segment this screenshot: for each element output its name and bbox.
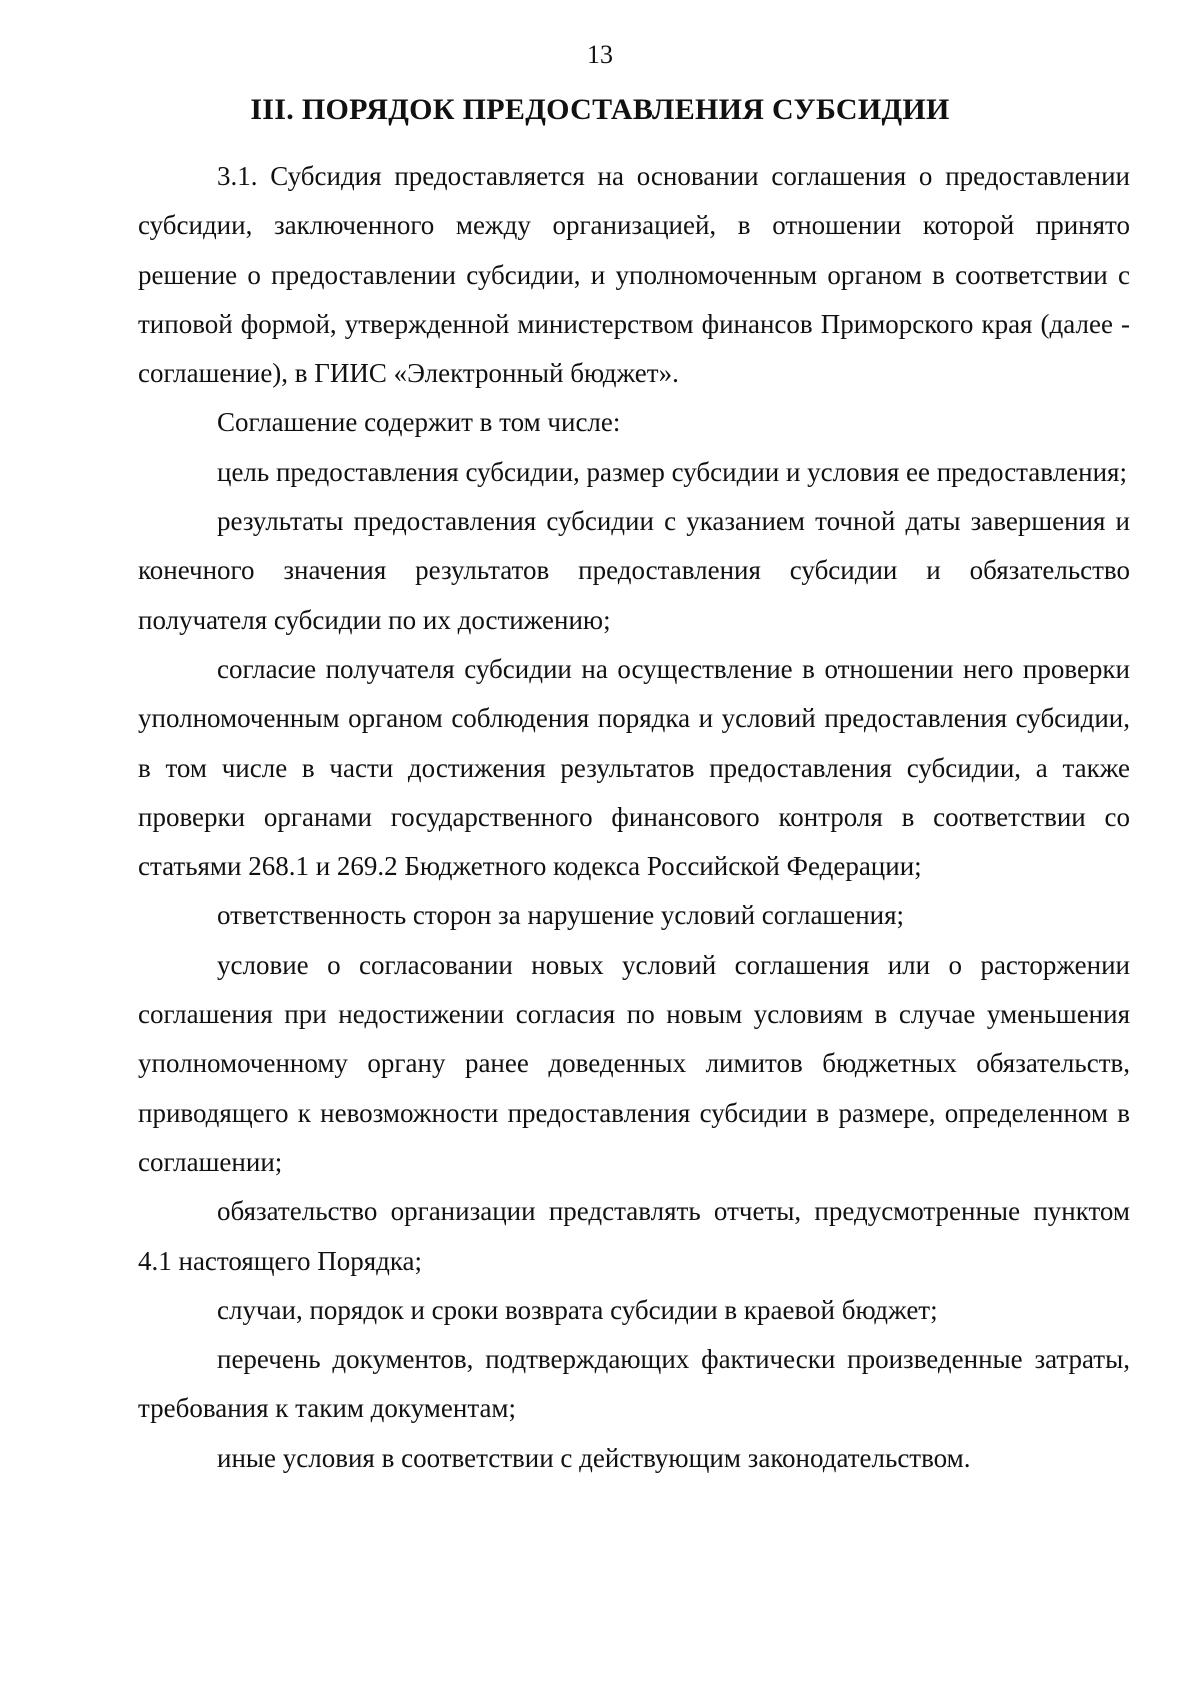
paragraph-agreement-contains: Соглашение содержит в том числе: xyxy=(217,407,621,438)
page-number: 13 xyxy=(587,40,613,69)
section-title: III. ПОРЯДОК ПРЕДОСТАВЛЕНИЯ СУБСИДИИ xyxy=(250,93,950,126)
paragraph-other-conditions: иные условия в соответствии с действующим законодательством. xyxy=(217,1442,971,1473)
paragraph-3-1: 3.1. Субсидия предоставляется на основании соглашения о предоставлении субсидии, заключенного между организацией, в отношении которой принято решение о предоставлении субсидии, и уполномоченным органом в соответствии с типовой формой, утвержденной министерством финансов Приморского края (далее - соглашение), в ГИИС «Электронный бюджет». xyxy=(138,161,1130,389)
paragraph-results: результаты предоставления субсидии с указанием точной даты завершения и конечного значения результатов предоставления субсидии и обязательство получателя субсидии по их достижению; xyxy=(138,506,1130,635)
paragraph-documents: перечень документов, подтверждающих фактически произведенные затраты, требования к таким документам; xyxy=(138,1344,1130,1424)
document-body xyxy=(138,152,1130,1483)
paragraph-purpose: цель предоставления субсидии, размер субсидии и условия ее предоставления; xyxy=(217,456,1127,487)
paragraph-responsibility: ответственность сторон за нарушение условий соглашения; xyxy=(217,900,905,931)
paragraph-consent: согласие получателя субсидии на осуществление в отношении него проверки уполномоченным органом соблюдения порядка и условий предоставления субсидии, в том числе в части достижения результатов предоставления субсидии, а также проверки органами государственного финансового контроля в соответствии со статьями 268.1 и 269.2 Бюджетного кодекса Российской Федерации; xyxy=(138,653,1130,882)
paragraph-refund: случаи, порядок и сроки возврата субсидии в краевой бюджет; xyxy=(217,1294,938,1325)
paragraph-reports: обязательство организации представлять отчеты, предусмотренные пунктом 4.1 настоящего Порядка; xyxy=(138,1196,1130,1276)
paragraph-new-conditions: условие о согласовании новых условий соглашения или о расторжении соглашения при недостижении согласия по новым условиям в случае уменьшения уполномоченному органу ранее доведенных лимитов бюджетных обязательств, приводящего к невозможности предоставления субсидии в размере, определенном в соглашении; xyxy=(138,949,1130,1177)
